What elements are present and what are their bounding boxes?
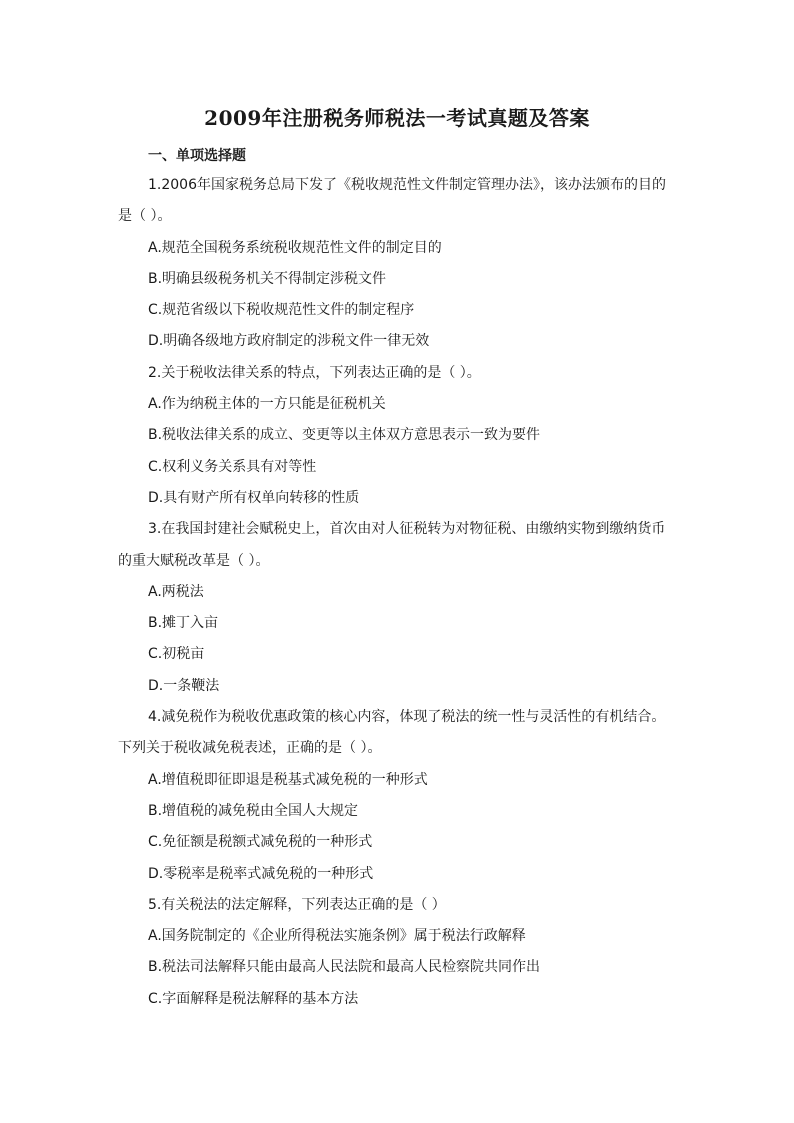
document-title: 2009年注册税务师税法一考试真题及答案	[204, 106, 590, 130]
question-2-option-b: B.税收法律关系的成立、变更等以主体双方意思表示一致为要件	[148, 427, 541, 444]
question-4-stem-cont: 下列关于税收减免税表述，正确的是（ ）。	[118, 740, 382, 757]
question-3-option-c: C.初税亩	[148, 646, 205, 663]
question-list	[118, 170, 678, 1015]
question-4-option-a: A.增值税即征即退是税基式减免税的一种形式	[148, 771, 428, 788]
question-3-stem-cont: 的重大赋税改革是（ ）。	[118, 552, 270, 569]
question-5-option-a: A.国务院制定的《企业所得税法实施条例》属于税法行政解释	[148, 928, 526, 945]
question-2-option-d: D.具有财产所有权单向转移的性质	[148, 489, 360, 506]
section-heading: 一、单项选择题	[148, 148, 246, 164]
question-3-option-b: B.摊丁入亩	[148, 615, 219, 632]
question-5-option-b: B.税法司法解释只能由最高人民法院和最高人民检察院共同作出	[148, 959, 541, 976]
question-1-stem-cont: 是（ ）。	[118, 208, 172, 225]
question-2-option-c: C.权利义务关系具有对等性	[148, 458, 317, 475]
question-3-option-d: D.一条鞭法	[148, 677, 220, 694]
question-1-stem: 1.2006年国家税务总局下发了《税收规范性文件制定管理办法》，该办法颁布的目的	[148, 177, 666, 193]
question-1-option-a: A.规范全国税务系统税收规范性文件的制定目的	[148, 239, 442, 256]
question-5-option-c: C.字面解释是税法解释的基本方法	[148, 990, 359, 1007]
question-1-option-c: C.规范省级以下税收规范性文件的制定程序	[148, 302, 415, 319]
question-4-stem: 4.减免税作为税收优惠政策的核心内容，体现了税法的统一性与灵活性的有机结合。	[148, 709, 666, 726]
question-2-stem: 2.关于税收法律关系的特点，下列表达正确的是（ ）。	[148, 364, 481, 381]
question-2-option-a: A.作为纳税主体的一方只能是征税机关	[148, 396, 386, 413]
question-3-option-a: A.两税法	[148, 583, 204, 600]
question-4-option-d: D.零税率是税率式减免税的一种形式	[148, 865, 374, 882]
question-1-option-b: B.明确县级税务机关不得制定涉税文件	[148, 270, 387, 287]
question-4-option-b: B.增值税的减免税由全国人大规定	[148, 802, 359, 819]
question-3-stem: 3.在我国封建社会赋税史上，首次由对人征税转为对物征税、由缴纳实物到缴纳货币	[148, 521, 666, 538]
question-4-option-c: C.免征额是税额式减免税的一种形式	[148, 834, 373, 851]
question-1-option-d: D.明确各级地方政府制定的涉税文件一律无效	[148, 333, 430, 350]
question-5-stem: 5.有关税法的法定解释，下列表达正确的是（ ）	[148, 896, 446, 913]
